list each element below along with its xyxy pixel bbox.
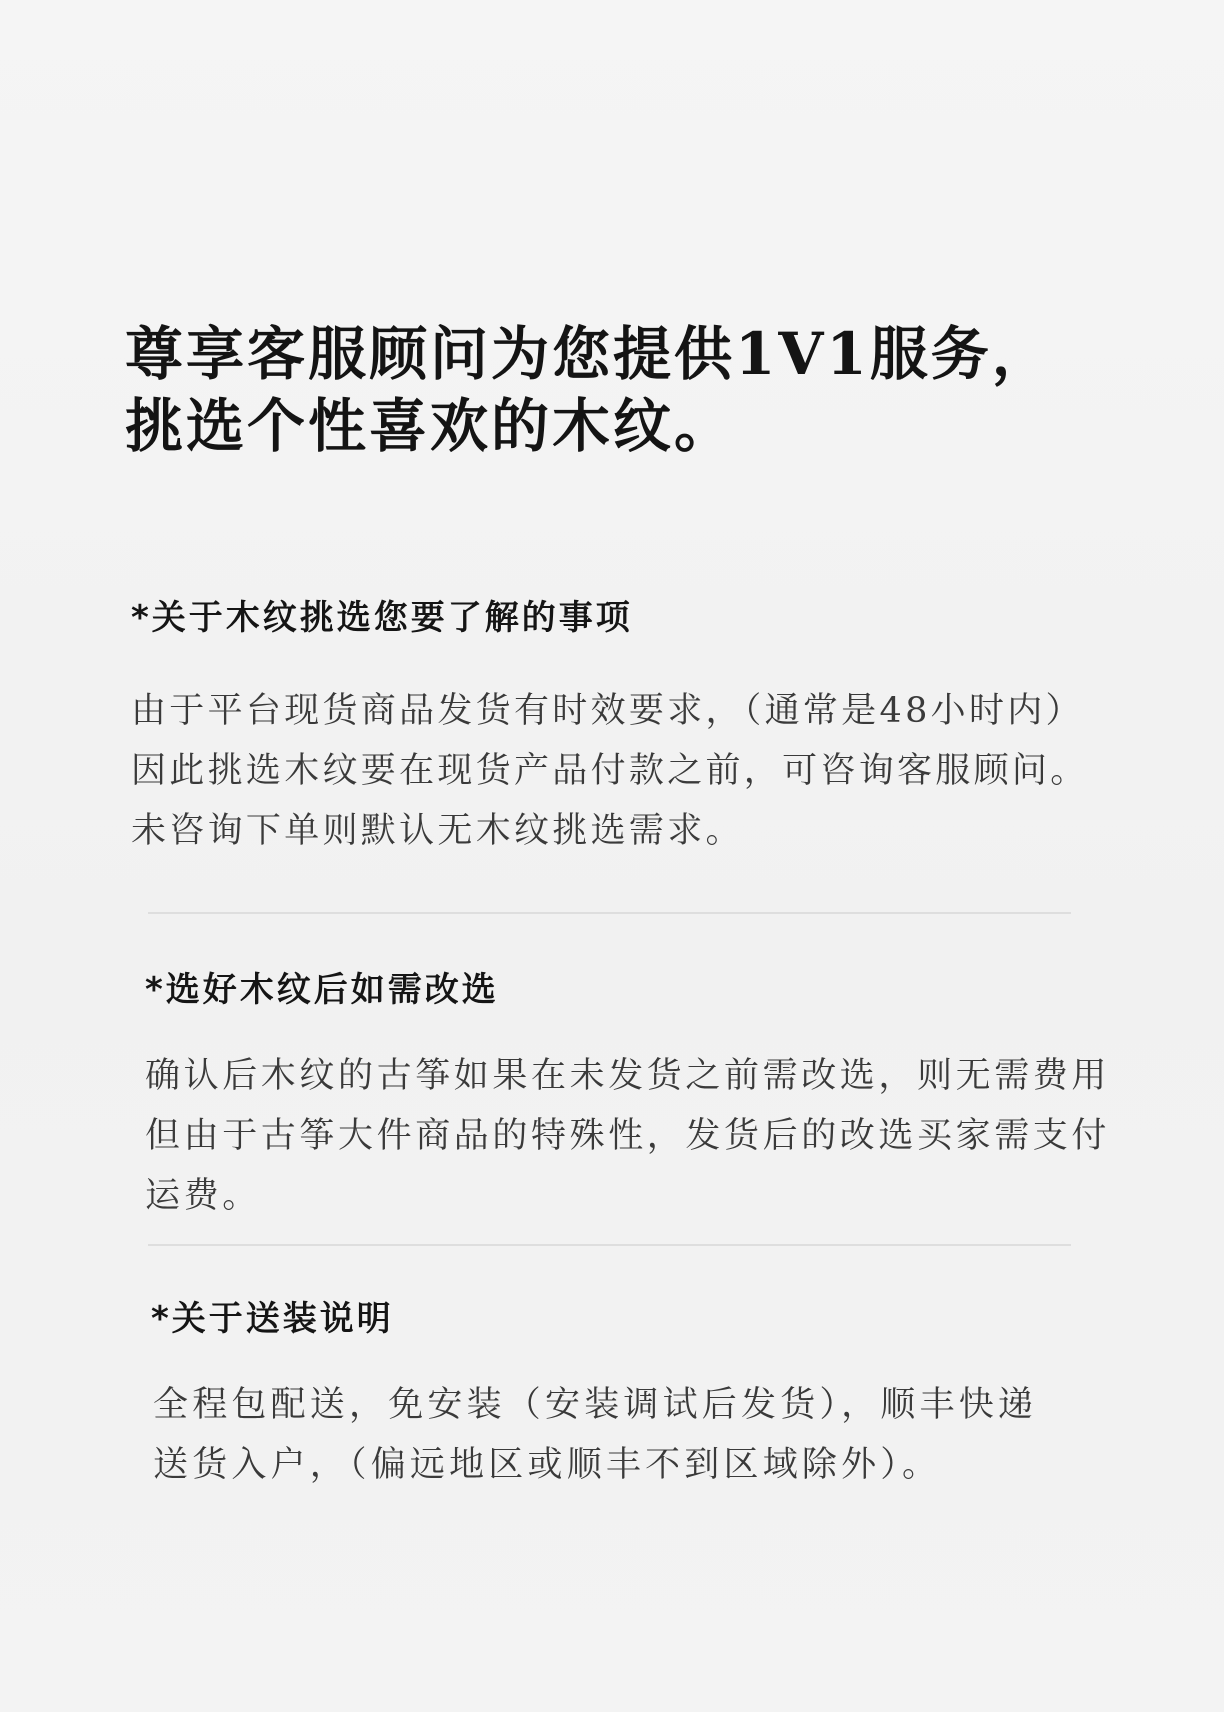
- headline-line-2: 挑选个性喜欢的木纹。: [125, 392, 736, 460]
- section-title-delivery: *关于送装说明: [151, 1299, 394, 1339]
- section-body-reselect: [145, 1046, 1110, 1226]
- section-title-reselect: *选好木纹后如需改选: [145, 970, 499, 1010]
- body-line: 全程包配送，免安装（安装调试后发货），顺丰快递: [153, 1385, 1038, 1425]
- section-divider: [148, 1244, 1071, 1246]
- headline-line-1: 尊享客服顾问为您提供1V1服务，: [125, 320, 1053, 388]
- body-line: 未咨询下单则默认无木纹挑选需求。: [131, 811, 744, 851]
- body-line: 确认后木纹的古筝如果在未发货之前需改选，则无需费用: [145, 1056, 1111, 1096]
- page-headline: [125, 318, 1053, 462]
- body-line: 但由于古筝大件商品的特殊性，发货后的改选买家需支付: [145, 1116, 1111, 1156]
- section-body-delivery: [153, 1375, 1037, 1495]
- body-line: 送货入户，（偏远地区或顺丰不到区域除外）。: [153, 1445, 942, 1485]
- body-line: 运费。: [145, 1176, 261, 1216]
- section-body-wood-grain-selection: [131, 681, 1089, 861]
- body-line: 因此挑选木纹要在现货产品付款之前，可咨询客服顾问。: [131, 751, 1089, 791]
- section-divider: [148, 912, 1071, 914]
- body-line: 由于平台现货商品发货有时效要求，（通常是48小时内）: [131, 691, 1084, 731]
- section-title-wood-grain-selection: *关于木纹挑选您要了解的事项: [131, 598, 633, 638]
